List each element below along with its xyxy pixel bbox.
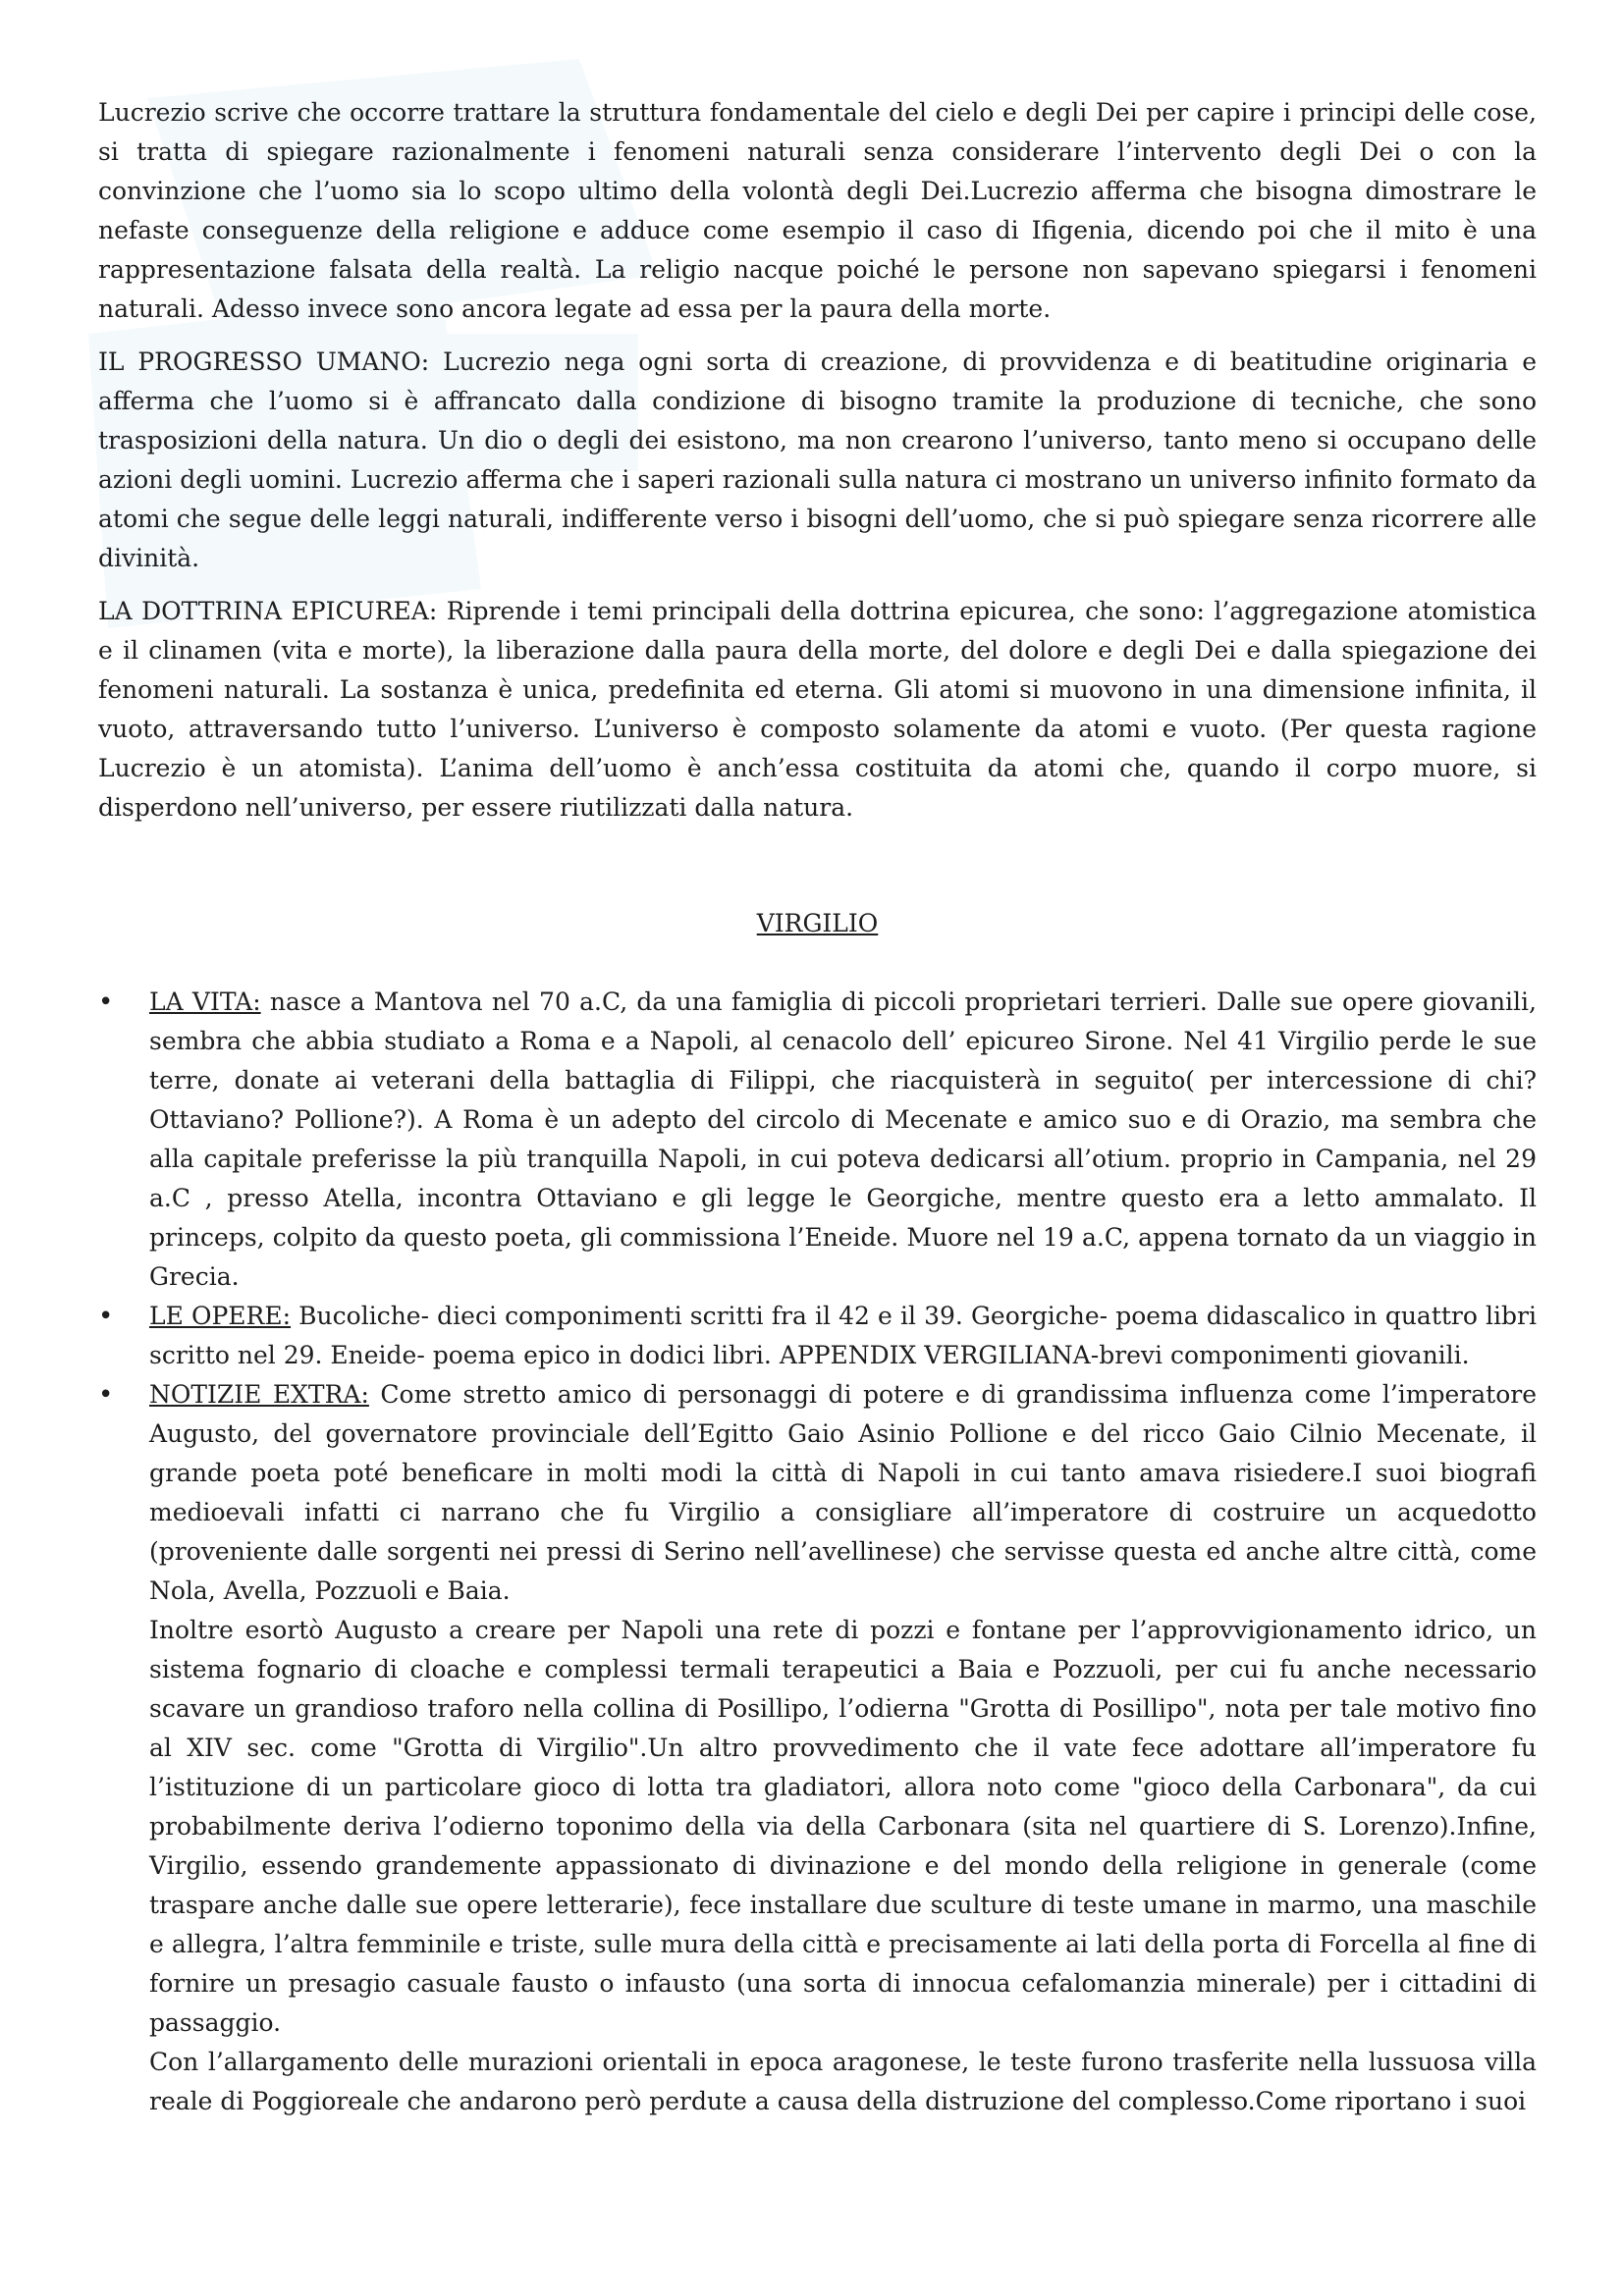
bullet-text: nasce a Mantova nel 70 a.C, da una famiglia di piccoli proprietari terrieri. Dalle sue opere giovanili, sembra che abbia studiato a Roma e a Napoli, al cenacolo dell’ epicureo Sirone. Nel 41 Virgilio perde le sue terre, donate ai veterani della battaglia di Filippi, che riacquisterà in seguito( per intercessione di chi? Ottaviano? Pollione?). A Roma è un adepto del circolo di Mecenate e amico suo e di Orazio, ma sembra che alla capitale preferisse la più tranquilla Napoli, in cui poteva dedicarsi all’otium. proprio in Campania, nel 29 a.C , presso Atella, incontra Ottaviano e gli legge le Georgiche, mentre questo era a letto ammalato. Il princeps, colpito da questo poeta, gli commissiona l’Eneide. Muore nel 19 a.C, appena tornato da un viaggio in Grecia. <box>149 988 1537 1291</box>
continuation-paragraph: Con l’allargamento delle murazioni orientali in epoca aragonese, le teste furono trasferite nella lussuosa villa reale di Poggioreale che andarono però perdute a causa della distruzione del complesso.Come riportano i suoi <box>149 2048 1537 2115</box>
bullet-icon: • <box>98 1302 114 1331</box>
list-item-notizie-extra <box>98 1375 1537 1611</box>
list-item-opere <box>98 1297 1537 1375</box>
bullet-text: Come stretto amico di personaggi di potere e di grandissima influenza come l’imperatore Augusto, del governatore provinciale dell’Egitto Gaio Asinio Pollione e del ricco Gaio Cilnio Mecenate, il grande poeta poté beneficare in molti modi la città di Napoli in cui tanto amava risiedere.I suoi biografi medioevali infatti ci narrano che fu Virgilio a consigliare all’imperatore di costruire un acquedotto (proveniente dalle sorgenti nei pressi di Serino nell’avellinese) che servisse questa ed anche altre città, come Nola, Avella, Pozzuoli e Baia. <box>149 1380 1538 1605</box>
bullet-list <box>98 983 1537 1611</box>
bullet-label: LE OPERE: <box>149 1302 292 1330</box>
bullet-icon: • <box>98 1380 114 1410</box>
section-title: VIRGILIO <box>756 909 879 937</box>
list-item-vita <box>98 983 1537 1297</box>
bullet-icon: • <box>98 988 114 1017</box>
bullet-label: NOTIZIE EXTRA: <box>149 1380 369 1409</box>
bullet-text: Bucoliche- dieci componimenti scritti fra il 42 e il 39. Georgiche- poema didascalico in quattro libri scritto nel 29. Eneide- poema epico in dodici libri. APPENDIX VERGILIANA-brevi componimenti giovanili. <box>149 1302 1537 1369</box>
document-page <box>98 93 1537 2121</box>
paragraph-dottrina-epicurea: LA DOTTRINA EPICUREA: Riprende i temi principali della dottrina epicurea, che sono: l’aggregazione atomistica e il clinamen (vita e morte), la liberazione dalla paura della morte, del dolore e degli Dei e dalla spiegazione dei fenomeni naturali. La sostanza è unica, predefinita ed eterna. Gli atomi si muovono in una dimensione infinita, il vuoto, attraversando tutto l’universo. L’universo è composto solamente da atomi e vuoto. (Per questa ragione Lucrezio è un atomista). L’anima dell’uomo è anch’essa costituita da atomi che, quando il corpo muore, si disperdono nell’universo, per essere riutilizzati dalla natura. <box>98 597 1537 822</box>
paragraph-progresso-umano: IL PROGRESSO UMANO: Lucrezio nega ogni sorta di creazione, di provvidenza e di beatitudine originaria e afferma che l’uomo si è affrancato dalla condizione di bisogno tramite la produzione di tecniche, che sono trasposizioni della natura. Un dio o degli dei esistono, ma non crearono l’universo, tanto meno si occupano delle azioni degli uomini. Lucrezio afferma che i saperi razionali sulla natura ci mostrano un universo infinito formato da atomi che segue delle leggi naturali, indifferente verso i bisogni dell’uomo, che si può spiegare senza ricorrere alle divinità. <box>98 347 1537 572</box>
continuation-paragraph: Inoltre esortò Augusto a creare per Napoli una rete di pozzi e fontane per l’approvvigionamento idrico, un sistema fognario di cloache e complessi termali terapeutici a Baia e Pozzuoli, per cui fu anche necessario scavare un grandioso traforo nella collina di Posillipo, l’odierna "Grotta di Posillipo", nota per tale motivo fino al XIV sec. come "Grotta di Virgilio".Un altro provvedimento che il vate fece adottare all’imperatore fu l’istituzione di un particolare gioco di lotta tra gladiatori, allora noto come "gioco della Carbonara", da cui probabilmente deriva l’odierno toponimo della via della Carbonara (sita nel quartiere di S. Lorenzo).Infine, Virgilio, essendo grandemente appassionato di divinazione e del mondo della religione in generale (come traspare anche dalle sue opere letterarie), fece installare due sculture di teste umane in marmo, una maschile e allegra, l’altra femminile e triste, sulle mura della città e precisamente ai lati della porta di Forcella al fine di fornire un presagio casuale fausto o infausto (una sorta di innocua cefalomanzia minerale) per i cittadini di passaggio. <box>149 1616 1537 2037</box>
bullet-label: LA VITA: <box>149 988 261 1016</box>
paragraph-lucrezio-cosmo: Lucrezio scrive che occorre trattare la struttura fondamentale del cielo e degli Dei per capire i principi delle cose, si tratta di spiegare razionalmente i fenomeni naturali senza considerare l’intervento degli Dei o con la convinzione che l’uomo sia lo scopo ultimo della volontà degli Dei.Lucrezio afferma che bisogna dimostrare le nefaste conseguenze della religione e adduce come esempio il caso di Ifigenia, dicendo poi che il mito è una rappresentazione falsata della realtà. La religio nacque poiché le persone non sapevano spiegarsi i fenomeni naturali. Adesso invece sono ancora legate ad essa per la paura della morte. <box>98 98 1537 323</box>
